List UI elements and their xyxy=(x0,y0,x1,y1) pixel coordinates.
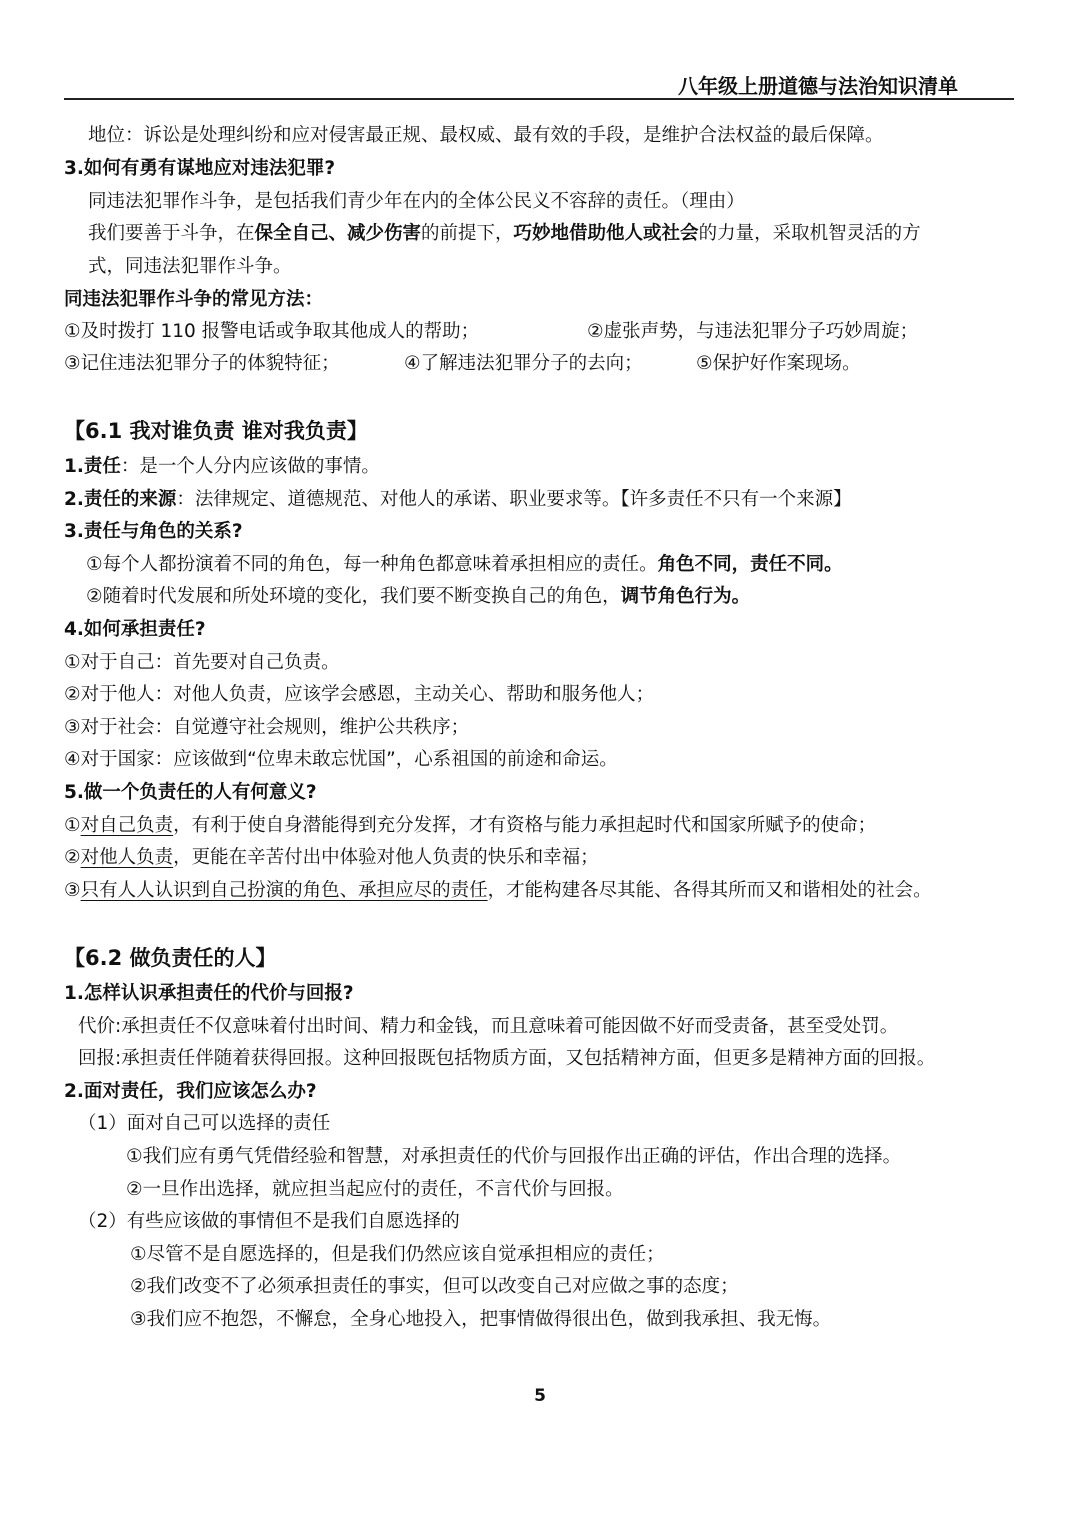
s61-item-5-2-underline: 对他人负责 xyxy=(80,847,174,868)
s61-item-3-a-text: ①每个人都扮演着不同的角色，每一种角色都意味着承担相应的责任。 xyxy=(86,554,658,575)
s62-q2-sub1-item: ②一旦作出选择，就应担当起应付的责任，不言代价与回报。 xyxy=(126,1179,624,1200)
method-item: ④了解违法犯罪分子的去向； xyxy=(404,353,643,374)
section-6-1-title: 【6.1 我对谁负责 谁对我负责】 xyxy=(64,419,368,443)
s61-item-5-entry-3 xyxy=(64,875,1024,907)
s62-q2-sub2: （2）有些应该做的事情但不是我们自愿选择的 xyxy=(78,1211,460,1232)
s62-q2-heading: 2.面对责任，我们应该怎么办? xyxy=(64,1081,317,1102)
s61-item-3-heading: 3.责任与角色的关系? xyxy=(64,521,243,542)
s61-item-5-2-prefix: ② xyxy=(64,847,81,868)
s61-item-5-3-underline: 只有人人认识到自己扮演的角色、承担应尽的责任 xyxy=(80,880,488,901)
method-item: ③记住违法犯罪分子的体貌特征； xyxy=(64,353,340,374)
s61-item-5-entry-1 xyxy=(64,810,1024,842)
s61-item-3-b xyxy=(86,581,1046,613)
method-item: ①及时拨打 110 报警电话或争取其他成人的帮助； xyxy=(64,321,480,342)
s61-item-1 xyxy=(64,451,1024,483)
q3-heading: 3.如何有勇有谋地应对违法犯罪? xyxy=(64,158,336,179)
s61-item-1-text: ：是一个人分内应该做的事情。 xyxy=(120,456,380,477)
method-item: ⑤保护好作案现场。 xyxy=(696,353,861,374)
header-title: 八年级上册道德与法治知识清单 xyxy=(678,74,958,98)
s61-item-4-entry: ③对于社会：自觉遵守社会规则，维护公共秩序； xyxy=(64,717,470,738)
s61-item-4-entry: ④对于国家：应该做到“位卑未敢忘忧国”，心系祖国的前途和命运。 xyxy=(64,749,618,770)
s61-item-2-label: 2.责任的来源 xyxy=(64,489,177,510)
methods-heading: 同违法犯罪作斗争的常见方法： xyxy=(64,289,324,310)
s61-item-5-3-prefix: ③ xyxy=(64,880,81,901)
s61-item-5-entry-2 xyxy=(64,842,1024,874)
s62-q1-reward: 回报:承担责任伴随着获得回报。这种回报既包括物质方面，又包括精神方面，但更多是精神方面的回报。 xyxy=(78,1048,936,1069)
q3-p1-b: 保全自己、减少伤害 xyxy=(254,223,422,244)
s61-item-5-heading: 5.做一个负责任的人有何意义? xyxy=(64,782,317,803)
s61-item-4-entry: ①对于自己：首先要对自己负责。 xyxy=(64,652,340,673)
s61-item-2-text: ：法律规定、道德规范、对他人的承诺、职业要求等。【许多责任不只有一个来源】 xyxy=(176,489,852,510)
q3-p1-c: 的前提下， xyxy=(421,223,514,244)
s61-item-4-heading: 4.如何承担责任? xyxy=(64,619,206,640)
status-line: 地位：诉讼是处理纠纷和应对侵害最正规、最权威、最有效的手段，是维护合法权益的最后保障。 xyxy=(88,125,884,146)
q3-paragraph-cont: 式，同违法犯罪作斗争。 xyxy=(88,256,292,277)
s62-q2-sub2-item: ③我们应不抱怨，不懈怠，全身心地投入，把事情做得很出色，做到我承担、我无悔。 xyxy=(130,1309,832,1330)
s62-q1-cost: 代价:承担责任不仅意味着付出时间、精力和金钱，而且意味着可能因做不好而受责备，甚至受处罚。 xyxy=(78,1016,899,1037)
s61-item-3-b-text: ②随着时代发展和所处环境的变化，我们要不断变换自己的角色， xyxy=(86,586,621,607)
s61-item-2 xyxy=(64,484,1024,516)
s62-q2-sub1-item: ①我们应有勇气凭借经验和智慧，对承担责任的代价与回报作出正确的评估，作出合理的选择。 xyxy=(126,1146,902,1167)
section-6-2-title: 【6.2 做负责任的人】 xyxy=(64,946,277,970)
s61-item-4-entry: ②对于他人：对他人负责，应该学会感恩，主动关心、帮助和服务他人； xyxy=(64,684,655,705)
s61-item-1-label: 1.责任 xyxy=(64,456,121,477)
s61-item-3-b-bold: 调节角色行为。 xyxy=(620,586,751,607)
s61-item-5-3-rest: ，才能构建各尽其能、各得其所而又和谐相处的社会。 xyxy=(487,880,932,901)
method-item: ②虚张声势，与违法犯罪分子巧妙周旋； xyxy=(587,321,919,342)
s61-item-5-1-prefix: ① xyxy=(64,815,81,836)
q3-p1-e: 的力量，采取机智灵活的方 xyxy=(698,223,921,244)
s62-q2-sub2-item: ②我们改变不了必须承担责任的事实，但可以改变自己对应做之事的态度； xyxy=(130,1276,739,1297)
q3-reason: 同违法犯罪作斗争，是包括我们青少年在内的全体公民义不容辞的责任。（理由） xyxy=(88,191,745,212)
q3-paragraph xyxy=(88,218,1048,250)
s62-q2-sub1: （1）面对自己可以选择的责任 xyxy=(78,1113,331,1134)
s61-item-5-1-rest: ，有利于使自身潜能得到充分发挥，才有资格与能力承担起时代和国家所赋予的使命； xyxy=(173,815,877,836)
s61-item-3-a-bold: 角色不同，责任不同。 xyxy=(657,554,843,575)
s61-item-3-a xyxy=(86,549,1046,581)
s61-item-5-1-underline: 对自己负责 xyxy=(80,815,174,836)
q3-p1-a: 我们要善于斗争，在 xyxy=(88,223,255,244)
s62-q1-heading: 1.怎样认识承担责任的代价与回报? xyxy=(64,983,354,1004)
page-number: 5 xyxy=(534,1386,546,1406)
q3-p1-d: 巧妙地借助他人或社会 xyxy=(513,223,699,244)
page-header xyxy=(64,66,1014,100)
s61-item-5-2-rest: ，更能在辛苦付出中体验对他人负责的快乐和幸福； xyxy=(173,847,599,868)
s62-q2-sub2-item: ①尽管不是自愿选择的，但是我们仍然应该自觉承担相应的责任； xyxy=(130,1244,665,1265)
